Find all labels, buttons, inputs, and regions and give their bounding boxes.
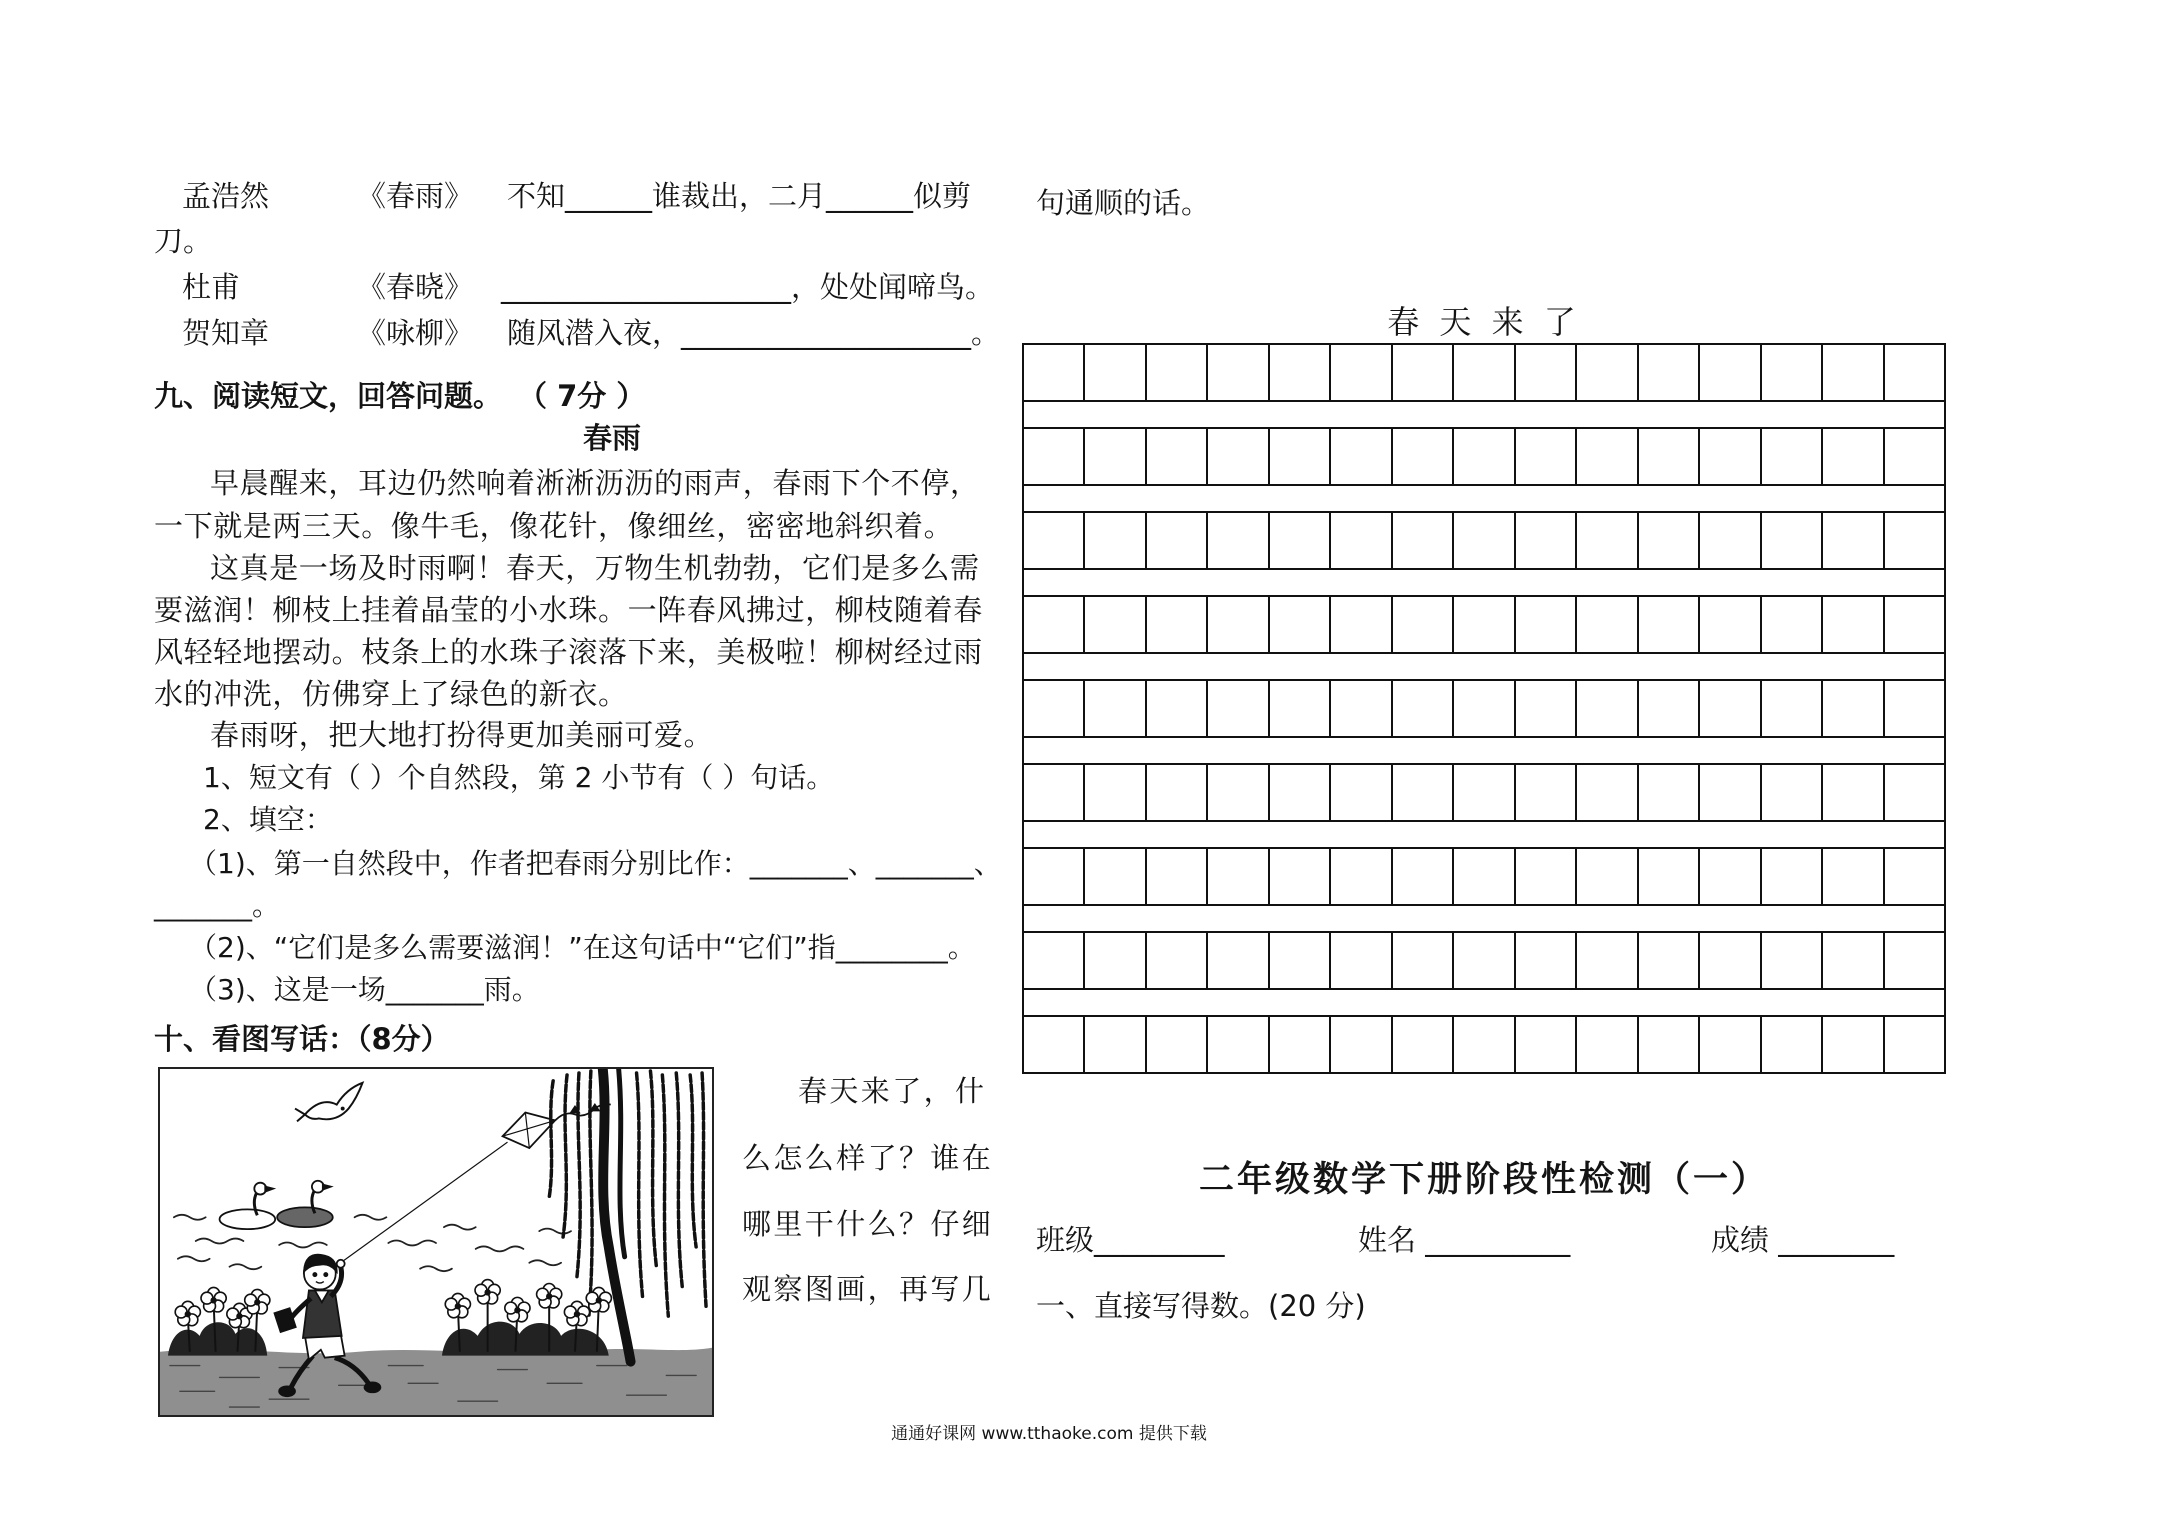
grid-spacer-band — [1022, 738, 1946, 763]
grid-cell — [1206, 345, 1267, 400]
math-section-one-heading: 一、直接写得数。(20 分) — [1036, 1289, 1366, 1323]
grid-cell — [1083, 681, 1144, 736]
grid-cell — [1452, 933, 1513, 988]
grid-cell — [1575, 513, 1636, 568]
grid-cell — [1760, 933, 1821, 988]
grid-cell — [1145, 933, 1206, 988]
grid-cell — [1514, 513, 1575, 568]
grid-spacer-band — [1022, 570, 1946, 595]
grid-cell — [1760, 849, 1821, 904]
grid-cell — [1145, 597, 1206, 652]
grid-cell — [1329, 765, 1390, 820]
grid-cell — [1391, 933, 1452, 988]
poem-title: 《咏柳》 — [357, 316, 474, 350]
grid-cell — [1206, 597, 1267, 652]
grid-cell — [1514, 1017, 1575, 1072]
flower-icon — [175, 1301, 200, 1325]
grid-cell — [1391, 345, 1452, 400]
grid-cell — [1391, 1017, 1452, 1072]
grid-cell — [1698, 765, 1759, 820]
grid-cell — [1760, 345, 1821, 400]
grid-cell — [1329, 345, 1390, 400]
writing-prompt-line: 么怎么样了？谁在 — [742, 1141, 994, 1175]
class-field: 班级_________ — [1036, 1223, 1225, 1257]
flower-bush-drawing — [168, 1287, 270, 1355]
grid-cell — [1391, 849, 1452, 904]
flower-icon — [245, 1289, 270, 1313]
grid-cell — [1083, 933, 1144, 988]
name-field: 姓名 __________ — [1358, 1223, 1571, 1257]
poem-line-continuation: 刀。 — [154, 224, 213, 258]
writing-grid — [1022, 343, 1946, 1074]
writing-prompt-line: 句通顺的话。 — [1036, 186, 1211, 220]
grid-cell — [1206, 765, 1267, 820]
grid-cell — [1024, 597, 1083, 652]
grid-cell — [1760, 597, 1821, 652]
grid-cell — [1698, 1017, 1759, 1072]
grid-cell — [1268, 681, 1329, 736]
grid-row — [1022, 1015, 1946, 1074]
grid-cell — [1883, 345, 1944, 400]
grid-cell — [1268, 513, 1329, 568]
section-ten-heading: 十、看图写话：（8分） — [154, 1022, 450, 1056]
grid-cell — [1206, 933, 1267, 988]
grid-cell — [1575, 765, 1636, 820]
grid-cell — [1391, 765, 1452, 820]
score-field: 成绩 ________ — [1711, 1223, 1895, 1257]
grid-cell — [1452, 429, 1513, 484]
grid-row — [1022, 427, 1946, 486]
grid-cell — [1883, 849, 1944, 904]
poem-title: 《春晓》 — [357, 270, 474, 304]
grid-cell — [1514, 765, 1575, 820]
grid-cell — [1452, 765, 1513, 820]
grid-cell — [1268, 933, 1329, 988]
grid-row — [1022, 511, 1946, 570]
grid-cell — [1024, 933, 1083, 988]
grid-cell — [1637, 765, 1698, 820]
grid-row — [1022, 343, 1946, 402]
writing-prompt-line: 春天来了，什 — [798, 1074, 987, 1108]
poem-fill-in-line: 随风潜入夜，____________________。 — [507, 316, 1001, 350]
writing-grid-title: 春 天 来 了 — [1387, 303, 1581, 341]
grid-cell — [1452, 849, 1513, 904]
grid-cell — [1883, 1017, 1944, 1072]
grid-cell — [1637, 933, 1698, 988]
grid-cell — [1821, 1017, 1882, 1072]
grid-cell — [1206, 681, 1267, 736]
duck-drawing — [220, 1183, 276, 1229]
poem-fill-in-line: 不知______谁裁出，二月______似剪 — [507, 179, 972, 213]
poem-fill-in-line: ____________________，处处闻啼鸟。 — [501, 270, 995, 304]
grid-cell — [1698, 513, 1759, 568]
grid-cell — [1206, 513, 1267, 568]
grid-cell — [1883, 681, 1944, 736]
grid-cell — [1637, 849, 1698, 904]
grid-cell — [1083, 345, 1144, 400]
passage-line: 风轻轻地摆动。枝条上的水珠子滚落下来，美极啦！柳树经过雨 — [154, 635, 983, 669]
grid-cell — [1391, 681, 1452, 736]
grid-cell — [1760, 765, 1821, 820]
grid-cell — [1821, 849, 1882, 904]
grid-cell — [1883, 933, 1944, 988]
question-2-part-2: （2)、“它们是多么需要滋润！”在这句话中“它们”指________。 — [189, 931, 976, 964]
grid-cell — [1637, 429, 1698, 484]
grid-cell — [1760, 1017, 1821, 1072]
grid-row — [1022, 931, 1946, 990]
flower-icon — [564, 1301, 589, 1325]
passage-title: 春雨 — [582, 421, 641, 455]
question-2-part-1: （1)、第一自然段中，作者把春雨分别比作：_______、_______、 — [189, 847, 1002, 880]
grid-row — [1022, 679, 1946, 738]
grid-cell — [1206, 849, 1267, 904]
passage-line: 春雨呀，把大地打扮得更加美丽可爱。 — [210, 718, 714, 752]
grid-cell — [1575, 933, 1636, 988]
section-nine-heading: 九、阅读短文，回答问题。 — [154, 379, 503, 413]
grid-cell — [1145, 681, 1206, 736]
writing-prompt-line: 哪里干什么？仔细 — [742, 1207, 994, 1241]
grid-cell — [1268, 765, 1329, 820]
grid-cell — [1452, 345, 1513, 400]
grid-cell — [1024, 345, 1083, 400]
flower-icon — [445, 1293, 470, 1317]
grid-cell — [1268, 429, 1329, 484]
grid-cell — [1698, 429, 1759, 484]
grid-cell — [1145, 345, 1206, 400]
grid-cell — [1268, 849, 1329, 904]
grid-cell — [1698, 933, 1759, 988]
grid-cell — [1575, 681, 1636, 736]
grid-spacer-band — [1022, 654, 1946, 679]
grid-cell — [1575, 429, 1636, 484]
poem-author: 杜甫 — [182, 270, 241, 304]
grid-cell — [1329, 681, 1390, 736]
grid-cell — [1760, 429, 1821, 484]
grid-cell — [1760, 513, 1821, 568]
grid-cell — [1391, 597, 1452, 652]
grid-cell — [1821, 345, 1882, 400]
poem-title: 《春雨》 — [357, 179, 474, 213]
flower-icon — [475, 1280, 500, 1304]
grid-cell — [1329, 933, 1390, 988]
grid-cell — [1514, 429, 1575, 484]
grid-cell — [1883, 597, 1944, 652]
grid-cell — [1821, 765, 1882, 820]
question-1: 1、短文有（ ）个自然段，第 2 小节有（ ）句话。 — [203, 761, 835, 794]
grid-spacer-band — [1022, 486, 1946, 511]
grid-cell — [1883, 429, 1944, 484]
grid-cell — [1329, 849, 1390, 904]
grid-cell — [1268, 345, 1329, 400]
grid-cell — [1821, 681, 1882, 736]
grid-cell — [1145, 765, 1206, 820]
grid-cell — [1268, 1017, 1329, 1072]
kite-drawing — [503, 1104, 611, 1148]
grid-cell — [1083, 513, 1144, 568]
grid-cell — [1698, 681, 1759, 736]
grid-cell — [1637, 345, 1698, 400]
grid-cell — [1329, 429, 1390, 484]
grid-cell — [1083, 597, 1144, 652]
grid-cell — [1024, 429, 1083, 484]
swallow-bird-drawing — [295, 1083, 363, 1122]
grid-cell — [1145, 429, 1206, 484]
grid-cell — [1637, 1017, 1698, 1072]
grid-cell — [1083, 1017, 1144, 1072]
grid-cell — [1206, 429, 1267, 484]
grid-cell — [1637, 681, 1698, 736]
footer-source: 通通好课网 www.tthaoke.com 提供下载 — [891, 1424, 1207, 1444]
grid-cell — [1024, 1017, 1083, 1072]
grid-cell — [1637, 597, 1698, 652]
flower-icon — [201, 1287, 226, 1311]
grid-cell — [1575, 597, 1636, 652]
grid-cell — [1575, 849, 1636, 904]
grid-cell — [1329, 597, 1390, 652]
grid-cell — [1452, 1017, 1513, 1072]
question-2: 2、填空： — [203, 803, 333, 836]
grid-cell — [1024, 513, 1083, 568]
grid-cell — [1083, 765, 1144, 820]
question-2-part-3: （3)、这是一场_______雨。 — [189, 973, 540, 1006]
section-nine-score: （ 7分 ） — [518, 379, 646, 413]
grid-cell — [1575, 1017, 1636, 1072]
grid-spacer-band — [1022, 906, 1946, 931]
passage-line: 这真是一场及时雨啊！春天，万物生机勃勃，它们是多么需 — [210, 551, 980, 585]
poem-author: 贺知章 — [182, 316, 270, 350]
grid-cell — [1821, 933, 1882, 988]
grid-cell — [1698, 597, 1759, 652]
passage-line: 早晨醒来，耳边仍然响着淅淅沥沥的雨声，春雨下个不停， — [210, 466, 980, 500]
grid-cell — [1024, 765, 1083, 820]
spring-scene-picture — [158, 1067, 714, 1417]
flower-bush-drawing — [442, 1280, 611, 1356]
spring-scene-illustration — [160, 1069, 712, 1415]
grid-row — [1022, 595, 1946, 654]
grid-cell — [1452, 513, 1513, 568]
grid-cell — [1821, 597, 1882, 652]
grid-cell — [1024, 681, 1083, 736]
grid-spacer-band — [1022, 822, 1946, 847]
flower-icon — [505, 1297, 530, 1321]
grid-cell — [1514, 933, 1575, 988]
grid-cell — [1145, 849, 1206, 904]
grid-cell — [1883, 513, 1944, 568]
passage-line: 一下就是两三天。像牛毛，像花针，像细丝，密密地斜织着。 — [154, 509, 954, 543]
grid-cell — [1760, 681, 1821, 736]
grid-spacer-band — [1022, 402, 1946, 427]
grid-row — [1022, 763, 1946, 822]
passage-line: 要滋润！柳枝上挂着晶莹的小水珠。一阵春风拂过，柳枝随着春 — [154, 593, 983, 627]
grid-cell — [1268, 597, 1329, 652]
math-test-title: 二年级数学下册阶段性检测（一） — [1198, 1160, 1769, 1200]
grid-cell — [1145, 1017, 1206, 1072]
grid-row — [1022, 847, 1946, 906]
duck-drawing — [277, 1181, 333, 1227]
grid-spacer-band — [1022, 990, 1946, 1015]
grid-cell — [1514, 681, 1575, 736]
grid-cell — [1514, 345, 1575, 400]
grid-cell — [1083, 429, 1144, 484]
grid-cell — [1883, 765, 1944, 820]
grid-cell — [1391, 513, 1452, 568]
grid-cell — [1637, 513, 1698, 568]
grid-cell — [1514, 849, 1575, 904]
grid-cell — [1452, 681, 1513, 736]
grid-cell — [1329, 1017, 1390, 1072]
question-2-part-1-continuation: _______。 — [154, 889, 281, 922]
grid-cell — [1821, 429, 1882, 484]
flower-icon — [537, 1284, 562, 1308]
grid-cell — [1329, 513, 1390, 568]
passage-line: 水的冲洗，仿佛穿上了绿色的新衣。 — [154, 677, 628, 711]
poem-author: 孟浩然 — [182, 179, 270, 213]
grid-cell — [1024, 849, 1083, 904]
grid-cell — [1206, 1017, 1267, 1072]
grid-cell — [1514, 597, 1575, 652]
grid-cell — [1083, 849, 1144, 904]
grid-cell — [1698, 849, 1759, 904]
grid-cell — [1145, 513, 1206, 568]
writing-prompt-line: 观察图画，再写几 — [742, 1272, 994, 1306]
grid-cell — [1391, 429, 1452, 484]
grid-cell — [1452, 597, 1513, 652]
grid-cell — [1821, 513, 1882, 568]
grid-cell — [1698, 345, 1759, 400]
grid-cell — [1575, 345, 1636, 400]
kite-string-drawing — [341, 1142, 508, 1263]
